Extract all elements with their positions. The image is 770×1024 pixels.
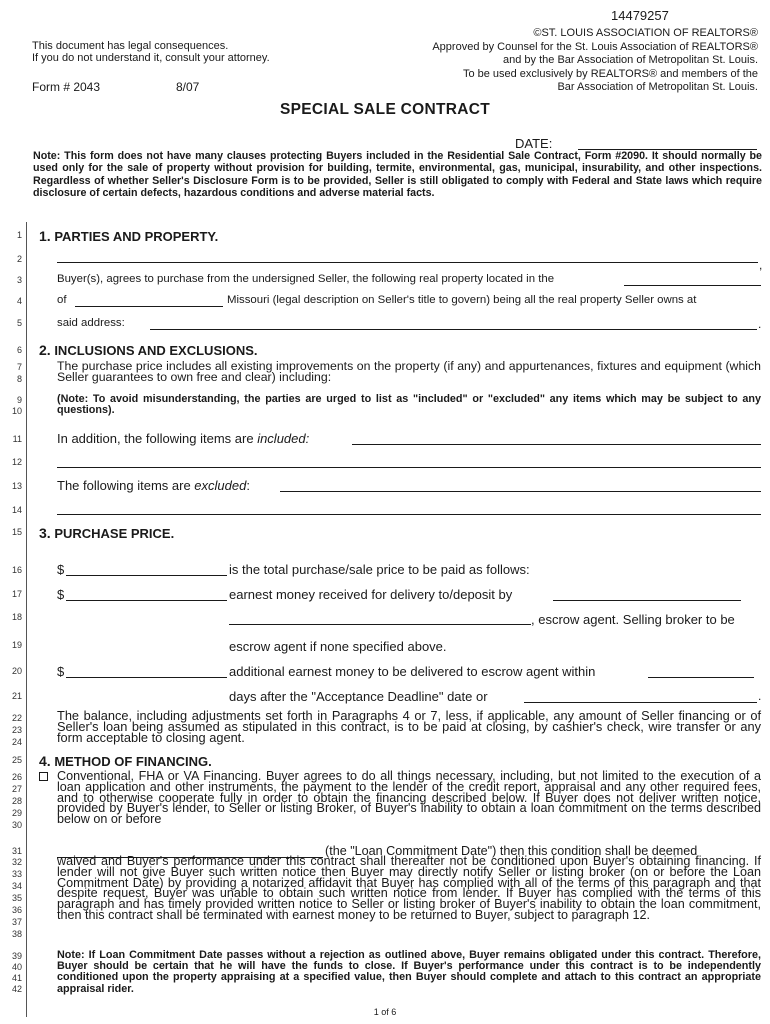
line-number: 41 xyxy=(11,973,22,983)
conventional-financing-checkbox[interactable] xyxy=(39,772,48,781)
line-number: 38 xyxy=(11,929,22,939)
financing-note: Note: If Loan Commitment Date passes without a rejection as outlined above, Buyer remains obligated under this contract. Therefore, Buyer should be certain that he will have the funds to close. If Buyer's performance under this contract is to be independently conditioned upon the property appraising at a specified value, then Buyer should complete and attach to this contract an appropriate appraisal rider. xyxy=(57,949,761,995)
comma: , xyxy=(759,258,763,272)
line-number: 28 xyxy=(11,796,22,806)
line-number: 5 xyxy=(16,318,22,328)
line-number: 29 xyxy=(11,808,22,818)
line-3-text: Buyer(s), agrees to purchase from the undersigned Seller, the following real property located in the xyxy=(57,273,555,285)
line-4-of: of xyxy=(57,294,67,306)
line-number: 39 xyxy=(11,951,22,961)
section-3-heading xyxy=(39,525,174,541)
total-price-field[interactable] xyxy=(66,575,227,576)
inclusions-body: The purchase price includes all existing improvements on the property (if any) and appurtenances, fixtures and equipment (which Seller guarantees to own free and clear) including: xyxy=(57,359,761,384)
balance-paragraph: The balance, including adjustments set forth in Paragraphs 4 or 7, less, if applicable, any amount of Seller financing or of Seller's loan being assumed as stipulated in this contract, is to be paid at closing, by cashier's check, wire transfer or any form acceptable to closing agent. xyxy=(57,708,761,745)
line-number: 40 xyxy=(11,962,22,972)
excluded-label xyxy=(57,478,250,493)
line-number: 17 xyxy=(11,589,22,599)
line-number: 2 xyxy=(16,254,22,264)
document-id: 14479257 xyxy=(611,8,669,23)
association-line: and by the Bar Association of Metropolitan St. Louis. xyxy=(503,54,758,67)
address-field[interactable] xyxy=(150,329,757,330)
line-number: 19 xyxy=(11,640,22,650)
excluded-prefix: The following items are xyxy=(57,478,191,493)
line-number: 23 xyxy=(11,725,22,735)
dollar-sign: $ xyxy=(57,664,65,679)
buyer-name-field[interactable] xyxy=(57,262,758,263)
association-block xyxy=(432,27,758,95)
excluded-colon: : xyxy=(246,478,250,493)
association-line: Bar Association of Metropolitan St. Louis. xyxy=(557,81,758,94)
line-number: 24 xyxy=(11,737,22,747)
line-number: 12 xyxy=(11,457,22,467)
date-label: DATE: xyxy=(515,136,553,151)
included-prefix: In addition, the following items are xyxy=(57,431,254,446)
escrow-agent-field[interactable] xyxy=(229,624,531,625)
line-number: 1 xyxy=(16,230,22,240)
section-4-heading xyxy=(39,753,212,769)
dollar-sign: $ xyxy=(57,587,65,602)
line-number: 9 xyxy=(16,395,22,405)
excluded-items-field-2[interactable] xyxy=(57,514,761,515)
line-number: 15 xyxy=(11,527,22,537)
line-16-text: is the total purchase/sale price to be paid as follows: xyxy=(229,562,530,577)
earnest-money-field[interactable] xyxy=(66,600,227,601)
deposit-by-field[interactable] xyxy=(553,600,741,601)
line-number: 13 xyxy=(11,481,22,491)
excluded-items-field[interactable] xyxy=(280,491,761,492)
period: . xyxy=(758,689,762,703)
line-number: 4 xyxy=(16,296,22,306)
city-field[interactable] xyxy=(75,306,223,307)
line-number: 7 xyxy=(16,362,22,372)
line-18-text: , escrow agent. Selling broker to be xyxy=(531,612,735,627)
line-number: 33 xyxy=(11,869,22,879)
association-line: ©ST. LOUIS ASSOCIATION OF REALTORS® xyxy=(533,27,758,39)
margin-rule xyxy=(26,222,27,1017)
excluded-word: excluded xyxy=(194,478,247,493)
line-number: 35 xyxy=(11,893,22,903)
line-17-text: earnest money received for delivery to/deposit by xyxy=(229,587,513,602)
line-number: 18 xyxy=(11,612,22,622)
dollar-sign: $ xyxy=(57,562,65,577)
line-20-text: additional earnest money to be delivered to escrow agent within xyxy=(229,664,596,679)
page-number: 1 of 6 xyxy=(373,1007,397,1017)
line-number: 31 xyxy=(11,846,22,856)
section-2-title: INCLUSIONS AND EXCLUSIONS. xyxy=(54,343,258,358)
line-number: 36 xyxy=(11,905,22,915)
additional-earnest-field[interactable] xyxy=(66,677,227,678)
deadline-date-field[interactable] xyxy=(524,702,757,703)
days-within-field[interactable] xyxy=(648,677,754,678)
line-number: 22 xyxy=(11,713,22,723)
line-number: 21 xyxy=(11,691,22,701)
section-3-title: PURCHASE PRICE. xyxy=(54,526,175,541)
included-items-field-2[interactable] xyxy=(57,467,761,468)
section-1-heading xyxy=(39,228,218,244)
section-1-number: 1. xyxy=(39,228,51,244)
association-line: To be used exclusively by REALTORS® and members of the xyxy=(462,67,758,80)
legal-notice-line: This document has legal consequences. xyxy=(32,40,229,52)
section-3-number: 3. xyxy=(39,525,51,541)
period: . xyxy=(758,317,762,331)
financing-continued: waived and Buyer's performance under this contract shall thereafter not be conditioned upon Buyer's obtaining financing. If lender will not give Buyer such written notice then Buyer may directly notify Seller or listing broker (on or before the Loan Commitment Date) by providing a notarized affidavit that Buyer has complied with all of the terms of this paragraph and that despite request, Buyer was unable to obtain such written notice from lender. If Buyer has complied with the terms of this paragraph and has timely provided written notice to Seller or listing broker of Buyer's inability to obtain the loan commitment, then this contract shall be terminated with earnest money to be returned to Buyer, subject to paragraph 12. xyxy=(57,854,761,922)
line-5-label: said address: xyxy=(57,317,125,329)
conventional-financing-text: Conventional, FHA or VA Financing. Buyer agrees to do all things necessary, including, but not limited to the execution of a loan application and other instruments, the payment to the lender of the credit report, appraisal and any other required fees, and to otherwise cooperate fully in order to obtain the financing described below. If Buyer does not deliver written notice, provided by Buyer's lender, to Seller or listing Broker, of Buyer's inability to obtain a loan commitment on the terms described below on or before xyxy=(57,769,761,827)
line-number: 37 xyxy=(11,917,22,927)
line-19-text: escrow agent if none specified above. xyxy=(229,639,447,654)
county-field[interactable] xyxy=(624,285,761,286)
line-number: 16 xyxy=(11,565,22,575)
line-number: 8 xyxy=(16,374,22,384)
line-number: 27 xyxy=(11,784,22,794)
line-number: 34 xyxy=(11,881,22,891)
section-4-number: 4. xyxy=(39,753,51,769)
page-title: SPECIAL SALE CONTRACT xyxy=(279,101,491,118)
line-number: 42 xyxy=(11,984,22,994)
line-4-text: Missouri (legal description on Seller's title to govern) being all the real property Seller owns at xyxy=(227,294,697,306)
inclusions-note: (Note: To avoid misunderstanding, the parties are urged to list as "included" or "excluded" any items which may be subject to any questions). xyxy=(57,393,761,417)
included-word: included: xyxy=(257,431,310,446)
section-2-number: 2. xyxy=(39,342,51,358)
line-21-text: days after the "Acceptance Deadline" date or xyxy=(229,689,488,704)
line-number: 3 xyxy=(16,275,22,285)
included-label xyxy=(57,431,309,446)
line-number: 26 xyxy=(11,772,22,782)
line-31-text: (the "Loan Commitment Date") then this condition shall be deemed xyxy=(325,844,698,858)
top-note: Note: This form does not have many clauses protecting Buyers included in the Residential Sale Contract, Form #2090. It should normally be used only for the sale of property without provision for building, termite, environmental, gas, municipal, insurability, and other inspections. Regardless of whether Seller's Disclosure Form is to be provided, Seller is still obligated to comply with Federal and State laws which require disclosure of certain defects, hazardous conditions and adverse material facts. xyxy=(33,150,762,200)
line-number: 20 xyxy=(11,666,22,676)
association-line: Approved by Counsel for the St. Louis Association of REALTORS® xyxy=(432,40,758,53)
line-number: 10 xyxy=(11,406,22,416)
line-number: 11 xyxy=(12,434,22,444)
legal-notice xyxy=(32,40,270,64)
form-number: Form # 2043 xyxy=(32,80,101,94)
line-number: 6 xyxy=(16,345,22,355)
included-items-field[interactable] xyxy=(352,444,761,445)
section-4-title: METHOD OF FINANCING. xyxy=(54,754,212,769)
form-date: 8/07 xyxy=(176,80,200,94)
section-1-title: PARTIES AND PROPERTY. xyxy=(54,229,219,244)
line-number: 32 xyxy=(11,857,22,867)
line-number: 14 xyxy=(11,505,22,515)
line-number: 30 xyxy=(11,820,22,830)
legal-notice-line: If you do not understand it, consult your attorney. xyxy=(32,52,270,64)
line-number: 25 xyxy=(11,755,22,765)
section-2-heading xyxy=(39,342,258,358)
